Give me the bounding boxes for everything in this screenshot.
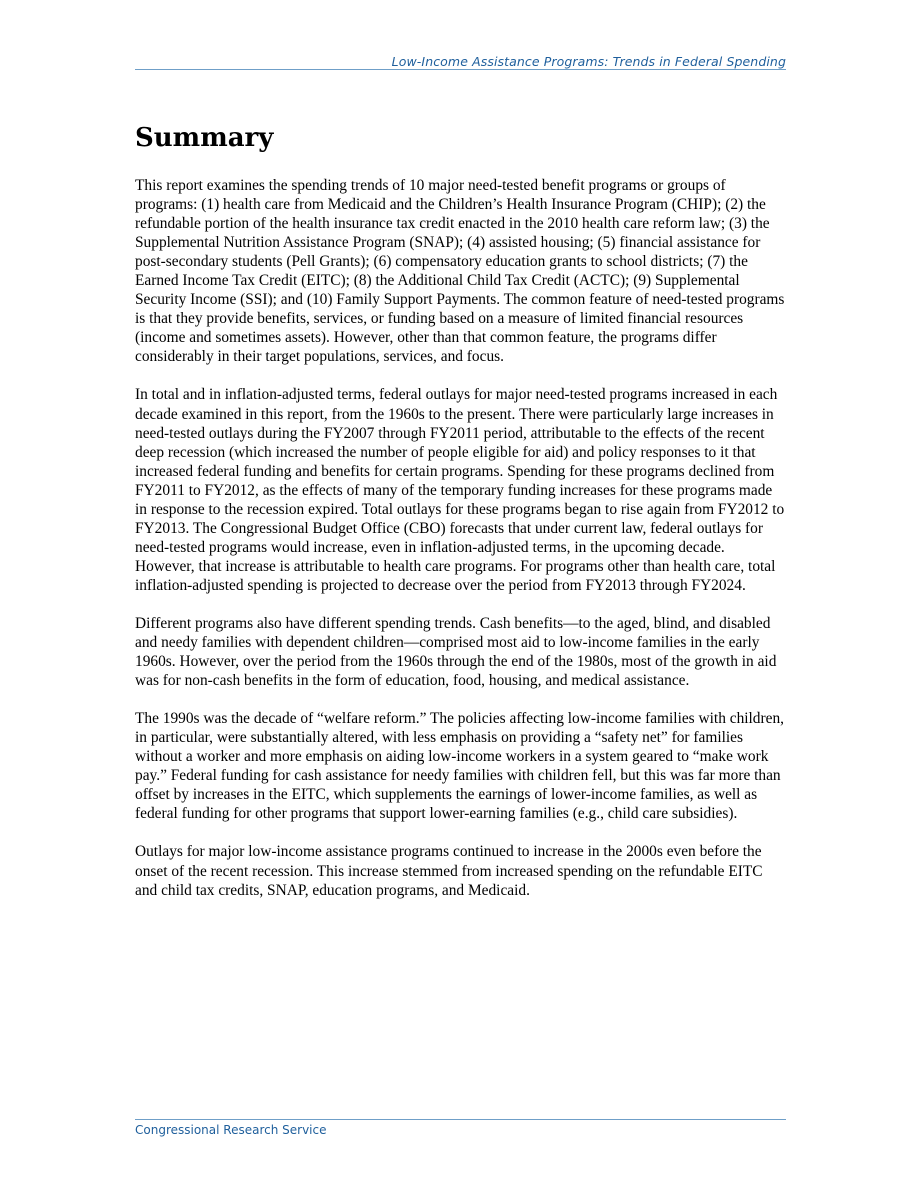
paragraph-2: In total and in inflation-adjusted terms, federal outlays for major need-tested programs increased in each decade examined in this report, from the 1960s to the present. There were particularly large increases in need-tested outlays during the FY2007 through FY2011 period, attributable to the effects of the recent deep recession (which increased the number of people eligible for aid) and policy responses to it that increased federal funding and benefits for certain programs. Spending for these programs declined from FY2011 to FY2012, as the effects of many of the temporary funding increases for these programs made in response to the recession expired. Total outlays for these programs began to rise again from FY2012 to FY2013. The Congressional Budget Office (CBO) forecasts that under current law, federal outlays for need-tested programs would increase, even in inflation-adjusted terms, in the upcoming decade. However, that increase is attributable to health care programs. For programs other than health care, total inflation-adjusted spending is projected to decrease over the period from FY2013 through FY2024. (135, 386, 785, 594)
header-rule (135, 69, 786, 70)
section-title: Summary (135, 123, 274, 153)
running-header-title: Low-Income Assistance Programs: Trends in Federal Spending (391, 54, 786, 69)
paragraph-3: Different programs also have different spending trends. Cash benefits—to the aged, blind, and disabled and needy families with dependent children—comprised most aid to low-income families in the early 1960s. However, over the period from the 1960s through the end of the 1980s, most of the growth in aid was for non-cash benefits in the form of education, food, housing, and medical assistance. (135, 614, 777, 690)
footer-organization: Congressional Research Service (135, 1123, 327, 1137)
paragraph-1: This report examines the spending trends of 10 major need-tested benefit programs or groups of programs: (1) health care from Medicaid and the Children’s Health Insurance Program (CHIP); (2) the refundable portion of the health insurance tax credit enacted in the 2010 health care reform law; (3) the Supplemental Nutrition Assistance Program (SNAP); (4) assisted housing; (5) financial assistance for post-secondary students (Pell Grants); (6) compensatory education grants to school districts; (7) the Earned Income Tax Credit (EITC); (8) the Additional Child Tax Credit (ACTC); (9) Supplemental Security Income (SSI); and (10) Family Support Payments. The common feature of need-tested programs is that they provide benefits, services, or funding based on a measure of limited financial resources (income and sometimes assets). However, other than that common feature, the programs differ considerably in their target populations, services, and focus. (135, 177, 785, 366)
summary-body (135, 176, 787, 919)
footer-rule (135, 1119, 786, 1120)
paragraph-5: Outlays for major low-income assistance programs continued to increase in the 2000s even before the onset of the recent recession. This increase stemmed from increased spending on the refundable EITC and child tax credits, SNAP, education programs, and Medicaid. (135, 843, 763, 899)
paragraph-4: The 1990s was the decade of “welfare reform.” The policies affecting low-income families with children, in particular, were substantially altered, with less emphasis on providing a “safety net” for families without a worker and more emphasis on aiding low-income workers in a system geared to “make work pay.” Federal funding for cash assistance for needy families with children fell, but this was far more than offset by increases in the EITC, which supplements the earnings of lower-income families, as well as federal funding for other programs that support lower-earning families (e.g., child care subsidies). (135, 710, 785, 823)
